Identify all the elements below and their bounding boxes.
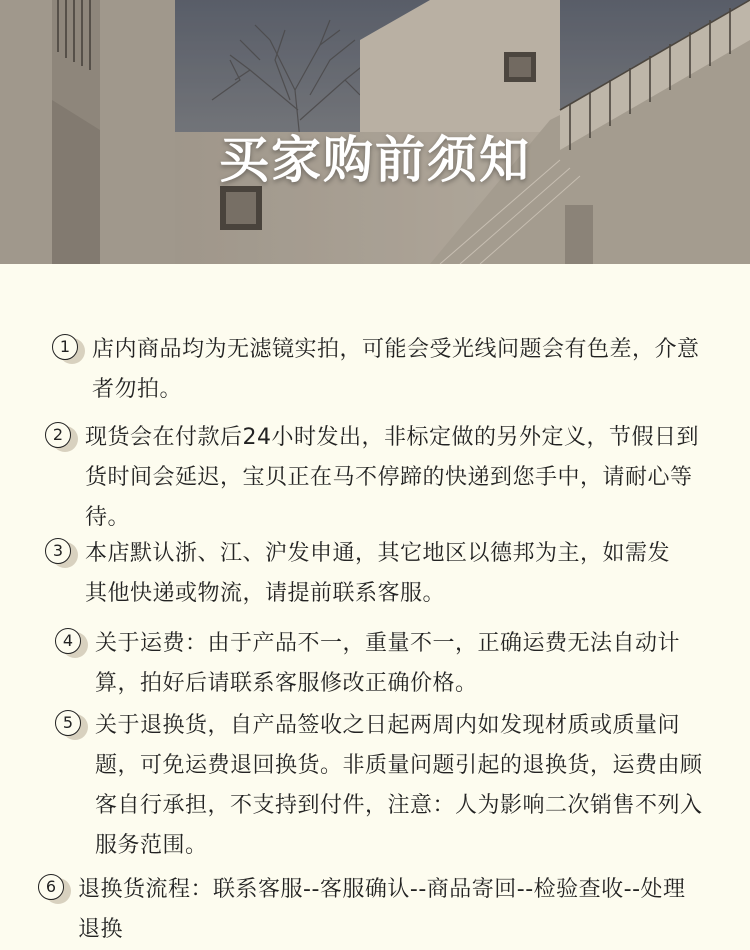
notice-text: 本店默认浙、江、沪发申通，其它地区以德邦为主，如需发其他快递或物流，请提前联系客服。 <box>85 541 671 606</box>
number-badge <box>45 538 75 568</box>
number-badge <box>55 710 85 740</box>
page-title: 买家购前须知 <box>219 131 531 189</box>
notice-item <box>45 534 685 614</box>
circled-number: 3 <box>45 538 71 564</box>
notice-item <box>45 418 720 538</box>
circled-number: 2 <box>45 422 71 448</box>
notice-text: 退换货流程：联系客服--客服确认--商品寄回--检验查收--处理退换 <box>78 877 686 942</box>
number-badge <box>55 628 85 658</box>
notice-item <box>38 870 708 950</box>
circled-number: 4 <box>55 628 81 654</box>
notice-text: 关于退换货，自产品签收之日起两周内如发现材质或质量问题，可免运费退回换货。非质量问题引起的退换货，运费由顾客自行承担，不支持到付件，注意：人为影响二次销售不列入服务范围。 <box>95 713 703 858</box>
number-badge <box>52 334 82 364</box>
notice-item <box>55 706 720 866</box>
circled-number: 1 <box>52 334 78 360</box>
circled-number: 5 <box>55 710 81 736</box>
number-badge <box>38 874 68 904</box>
circled-number: 6 <box>38 874 64 900</box>
notice-item <box>52 330 712 410</box>
notice-item <box>55 624 710 704</box>
notice-text: 现货会在付款后24小时发出，非标定做的另外定义，节假日到货时间会延迟，宝贝正在马不停蹄的快递到您手中，请耐心等待。 <box>85 425 699 530</box>
notice-text: 关于运费：由于产品不一，重量不一，正确运费无法自动计算，拍好后请联系客服修改正确价格。 <box>95 631 681 696</box>
notice-text: 店内商品均为无滤镜实拍，可能会受光线问题会有色差，介意者勿拍。 <box>92 337 700 402</box>
number-badge <box>45 422 75 452</box>
